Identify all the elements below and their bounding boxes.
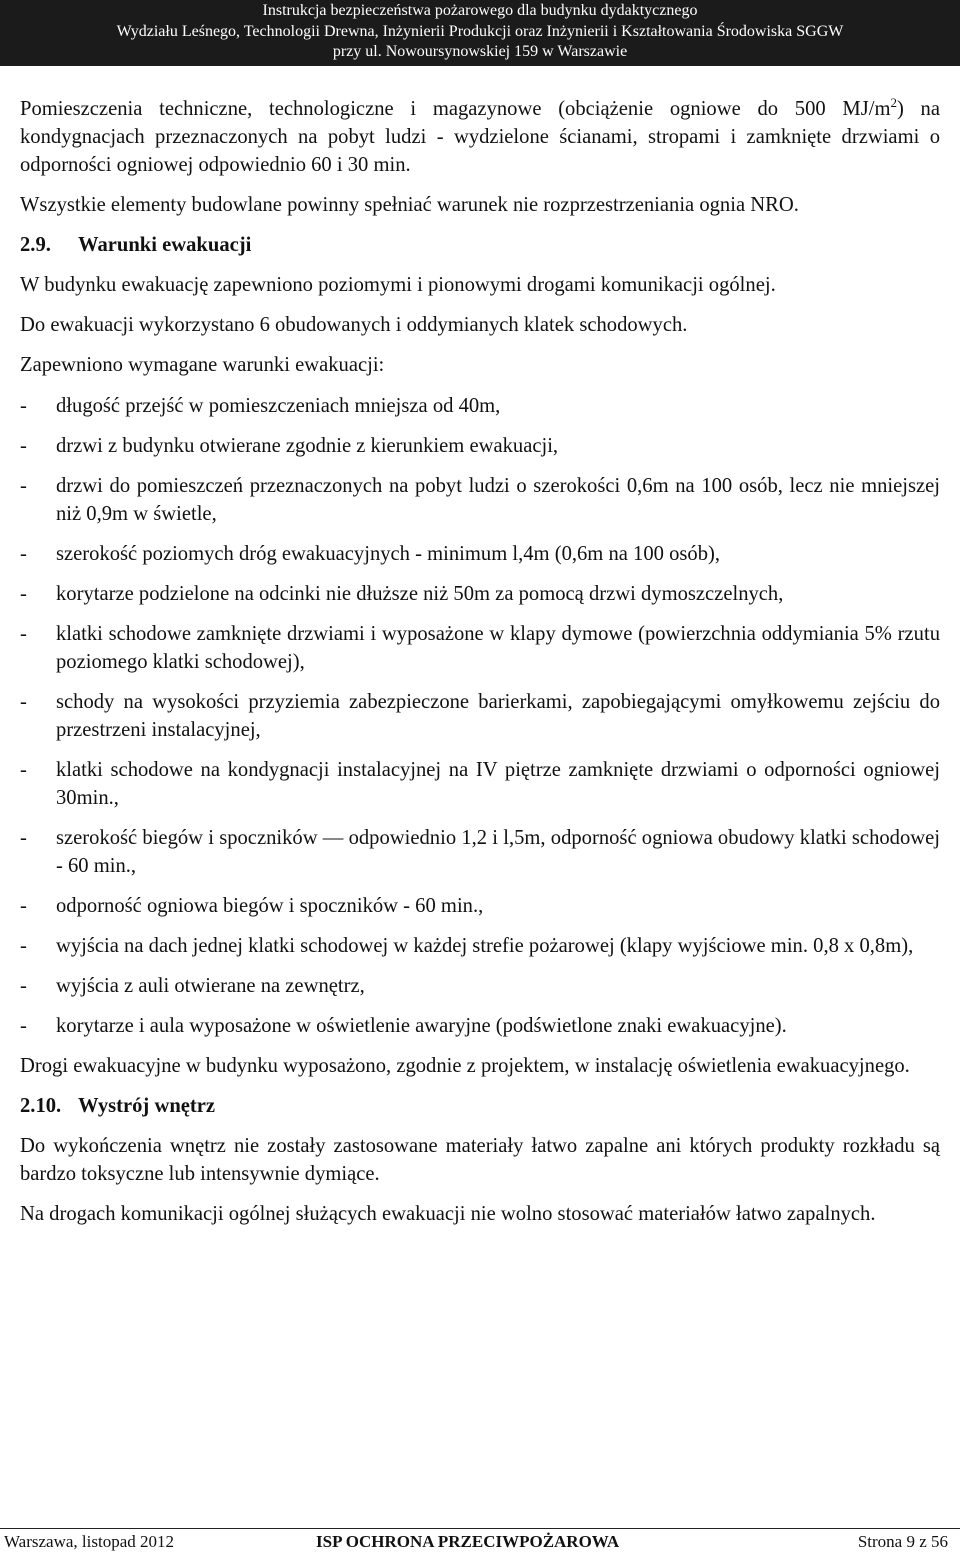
list-item-text: drzwi do pomieszczeń przeznaczonych na pobyt ludzi o szerokości 0,6m na 100 osób, lecz nie mniejszej niż 0,9m w świetle, [56, 475, 940, 525]
section-2-9-paragraph-3: Zapewniono wymagane warunki ewakuacji: [20, 354, 385, 376]
intro-paragraph-1 [20, 95, 940, 179]
list-item [20, 432, 940, 460]
section-number: 2.9. [20, 234, 51, 256]
list-dash: - [20, 975, 27, 997]
list-dash: - [20, 583, 27, 605]
list-item [20, 688, 940, 744]
list-item-text: szerokość biegów i spoczników — odpowiednio 1,2 i l,5m, odporność ogniowa obudowy klatki schodowej - 60 min., [56, 827, 940, 877]
list-dash: - [20, 395, 27, 417]
evacuation-conditions-list [20, 392, 940, 1040]
list-item-text: drzwi z budynku otwierane zgodnie z kierunkiem ewakuacji, [56, 435, 559, 457]
list-item [20, 580, 940, 608]
list-item [20, 892, 940, 920]
list-item [20, 540, 940, 568]
list-dash: - [20, 1015, 27, 1037]
list-dash: - [20, 623, 27, 645]
page-number: Strona 9 z 56 [857, 1532, 948, 1551]
footer-location-date: Warszawa, listopad 2012 [4, 1532, 174, 1551]
list-dash: - [20, 827, 27, 849]
list-dash: - [20, 691, 27, 713]
list-dash: - [20, 895, 27, 917]
section-title: Wystrój wnętrz [78, 1095, 216, 1117]
list-item-text: długość przejść w pomieszczeniach mniejsza od 40m, [56, 395, 501, 417]
list-item [20, 824, 940, 880]
header-line-2: Wydziału Leśnego, Technologii Drewna, Inżynierii Produkcji oraz Inżynierii i Kształtowania Środowiska SGGW [116, 22, 844, 40]
list-item-text: szerokość poziomych dróg ewakuacyjnych - minimum l,4m (0,6m na 100 osób), [56, 543, 721, 565]
list-dash: - [20, 759, 27, 781]
list-item [20, 972, 940, 1000]
header-line-1: Instrukcja bezpieczeństwa pożarowego dla budynku dydaktycznego [262, 2, 698, 19]
intro-p1-text-a: Pomieszczenia techniczne, technologiczne i magazynowe (obciążenie ogniowe do 500 MJ/m [20, 98, 891, 120]
page-header [0, 0, 960, 66]
list-item [20, 932, 940, 960]
list-item-text: korytarze podzielone na odcinki nie dłuższe niż 50m za pomocą drzwi dymoszczelnych, [56, 583, 784, 605]
list-item-text: korytarze i aula wyposażone w oświetlenie awaryjne (podświetlone znaki ewakuacyjne). [56, 1015, 787, 1037]
list-item-text: odporność ogniowa biegów i spoczników - 60 min., [56, 895, 484, 917]
list-item [20, 756, 940, 812]
intro-paragraph-2: Wszystkie elementy budowlane powinny spełniać warunek nie rozprzestrzeniania ognia NRO. [20, 194, 799, 216]
list-item [20, 392, 940, 420]
section-2-9-paragraph-1: W budynku ewakuację zapewniono poziomymi i pionowymi drogami komunikacji ogólnej. [20, 274, 776, 296]
footer-divider [0, 1528, 960, 1529]
list-item-text: schody na wysokości przyziemia zabezpieczone barierkami, zapobiegającymi omyłkowemu zejściu do przestrzeni instalacyjnej, [56, 691, 940, 741]
list-dash: - [20, 435, 27, 457]
section-number: 2.10. [20, 1095, 62, 1117]
intro-p1-text-b: ) na kondygnacjach przeznaczonych na pobyt ludzi - wydzielone ścianami, stropami i zamknięte drzwiami o odporności ogniowej odpowiednio 60 i 30 min. [20, 98, 940, 176]
section-title: Warunki ewakuacji [78, 234, 252, 256]
section-2-10-paragraph-2: Na drogach komunikacji ogólnej służących ewakuacji nie wolno stosować materiałów łatwo zapalnych. [20, 1203, 876, 1225]
list-item [20, 472, 940, 528]
list-item-text: klatki schodowe na kondygnacji instalacyjnej na IV piętrze zamknięte drzwiami o odporności ogniowej 30min., [56, 759, 940, 809]
document-body [20, 95, 940, 1228]
section-heading-2-10 [20, 1092, 940, 1120]
list-item [20, 1012, 940, 1040]
list-dash: - [20, 543, 27, 565]
list-item [20, 620, 940, 676]
list-item-text: wyjścia na dach jednej klatki schodowej w każdej strefie pożarowej (klapy wyjściowe min. 0,8 x 0,8m), [56, 935, 914, 957]
list-dash: - [20, 475, 27, 497]
section-2-9-paragraph-2: Do ewakuacji wykorzystano 6 obudowanych i oddymianych klatek schodowych. [20, 314, 688, 336]
section-heading-2-9 [20, 231, 940, 259]
list-item-text: klatki schodowe zamknięte drzwiami i wyposażone w klapy dymowe (powierzchnia oddymiania 5% rzutu poziomego klatki schodowej), [56, 623, 940, 673]
section-2-10-paragraph-1: Do wykończenia wnętrz nie zostały zastosowane materiały łatwo zapalne ani których produkty rozkładu są bardzo toksyczne lub intensywnie dymiące. [20, 1135, 940, 1185]
list-item-text: wyjścia z auli otwierane na zewnętrz, [56, 975, 365, 997]
header-line-3: przy ul. Nowoursynowskiej 159 w Warszawie [332, 43, 628, 60]
footer-title: ISP OCHRONA PRZECIWPOŻAROWA [316, 1532, 620, 1551]
section-2-9-paragraph-4: Drogi ewakuacyjne w budynku wyposażono, zgodnie z projektem, w instalację oświetlenia ewakuacyjnego. [20, 1055, 910, 1077]
intro-p1-superscript: 2 [890, 95, 897, 111]
list-dash: - [20, 935, 27, 957]
